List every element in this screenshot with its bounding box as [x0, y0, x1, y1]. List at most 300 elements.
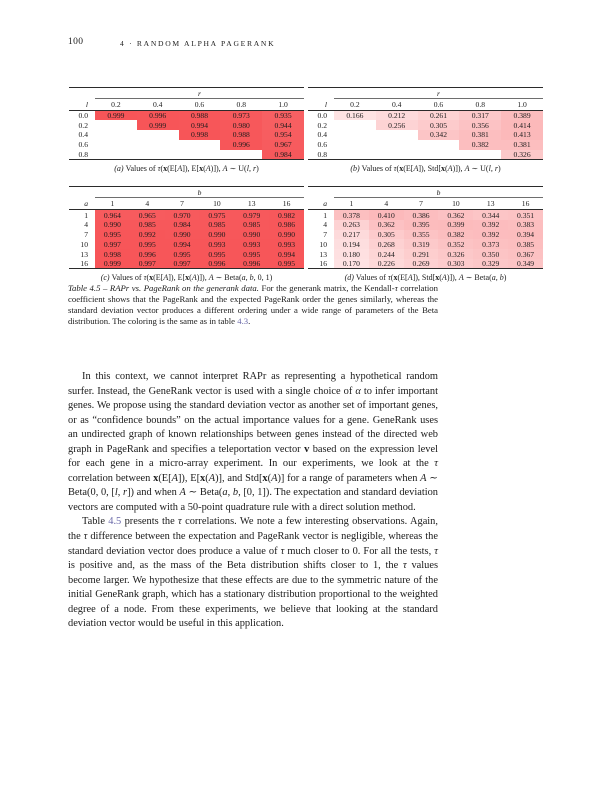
value-cell: 0.351	[508, 210, 543, 220]
value-cell: 0.362	[438, 210, 473, 220]
table-d	[308, 186, 543, 269]
value-cell: 0.935	[262, 111, 304, 121]
table-row	[69, 130, 304, 140]
value-cell: 0.256	[376, 120, 418, 130]
text-run: In this context, we cannot interpret RAPr as representing a hypothetical random surfer. Instead, the GeneRank vector is used with a single choice of	[68, 371, 438, 397]
table-b	[308, 87, 543, 160]
text-run: correlations. We note a few interesting observations. Again, the	[68, 516, 438, 543]
value-cell: 0.985	[130, 220, 165, 230]
column-header: 13	[473, 198, 508, 210]
paragraph-2	[68, 515, 438, 631]
table-row	[308, 111, 543, 121]
text-run: ,	[245, 273, 250, 283]
row-header: 4	[308, 220, 334, 230]
row-header: 0.4	[69, 130, 95, 140]
value-cell: 0.984	[262, 150, 304, 160]
value-cell: 0.362	[369, 220, 404, 230]
text-run: )]),	[452, 163, 465, 173]
value-cell	[334, 120, 376, 130]
text-run: , [0, 1]). The expectation and standard deviation vectors are computed with a 50-point quadrature rule with a direct solution method.	[68, 487, 438, 513]
text-run: (E[	[153, 273, 164, 283]
text-run: ∼ Beta(0, 0, [	[68, 472, 438, 499]
value-cell: 0.349	[508, 259, 543, 269]
italic-text: A	[208, 472, 216, 484]
value-cell: 0.399	[438, 220, 473, 230]
value-cell	[334, 130, 376, 140]
value-cell	[95, 130, 137, 140]
column-header: 4	[130, 198, 165, 210]
value-cell: 0.980	[220, 120, 262, 130]
value-cell: 0.352	[438, 239, 473, 249]
subfigure-a	[69, 87, 304, 173]
text-run: ∼ U(	[227, 163, 247, 173]
table-row	[69, 239, 304, 249]
value-cell: 0.973	[220, 111, 262, 121]
italic-text: τ	[402, 560, 407, 572]
text-run: )	[497, 163, 501, 173]
text-run: .	[248, 315, 251, 326]
column-group-header: r	[95, 88, 304, 99]
subfigure-b	[308, 87, 543, 173]
text-run: ,	[495, 273, 500, 283]
text-run: to infer important genes. We propose using the standard deviation vector as another set of important genes, or as “confidence bounds” on the actual importance values for a gene. GeneRank uses an undirected graph of known relationships between genes instead of the directed web graph in PageRank and specifies a teleportation vector	[68, 385, 438, 455]
column-header: 7	[165, 198, 200, 210]
paragraph-1	[68, 370, 438, 515]
value-cell: 0.350	[473, 249, 508, 259]
value-cell	[179, 150, 221, 160]
column-header: 10	[199, 198, 234, 210]
value-cell: 0.996	[137, 111, 179, 121]
bold-math-symbol: x	[149, 273, 154, 283]
value-cell: 0.305	[369, 230, 404, 240]
text-run: is positive and, as the mass of the Beta distribution shifts closer to 1, the	[68, 560, 403, 572]
column-header: 7	[404, 198, 439, 210]
value-cell: 0.995	[269, 259, 304, 269]
value-cell: 0.342	[418, 130, 460, 140]
value-cell: 0.994	[269, 249, 304, 259]
value-cell: 0.394	[508, 230, 543, 240]
value-cell: 0.305	[418, 120, 460, 130]
cross-reference-link[interactable]: 4.3	[237, 315, 249, 326]
column-header: 1.0	[501, 99, 543, 111]
text-run: (	[445, 163, 448, 173]
text-run: ,	[490, 163, 495, 173]
column-header: 13	[234, 198, 269, 210]
row-header-label: a	[308, 198, 334, 210]
value-cell: 0.986	[269, 220, 304, 230]
value-cell: 0.373	[473, 239, 508, 249]
value-cell: 0.995	[95, 230, 130, 240]
value-cell: 0.997	[165, 259, 200, 269]
column-header: 0.6	[179, 99, 221, 111]
value-cell: 0.317	[459, 111, 501, 121]
value-cell: 0.965	[130, 210, 165, 220]
cross-reference-link[interactable]: 4.5	[108, 516, 122, 528]
value-cell: 0.244	[369, 249, 404, 259]
table-4-5-figure	[69, 87, 543, 283]
table-row	[308, 220, 543, 230]
column-header: 0.4	[137, 99, 179, 111]
text-run: difference between the expectation and PageRank vector is negligible, whereas the standard deviation vector does produce a value of	[68, 531, 438, 557]
value-cell: 0.382	[459, 140, 501, 150]
value-cell	[418, 150, 460, 160]
corner-cell	[69, 187, 95, 198]
italic-text: b	[232, 487, 239, 499]
value-cell: 0.303	[438, 259, 473, 269]
bold-math-symbol: x	[153, 472, 159, 484]
text-run: (	[189, 273, 192, 283]
value-cell: 0.995	[130, 239, 165, 249]
value-cell: 0.993	[199, 239, 234, 249]
italic-text: a	[241, 273, 246, 283]
value-cell: 0.413	[501, 130, 543, 140]
value-cell: 0.378	[334, 210, 369, 220]
value-cell: 0.180	[334, 249, 369, 259]
table-row	[308, 210, 543, 220]
text-run: based on the expression level for each gene in a micro-array experiment. In our experiments, we look at the	[68, 443, 438, 470]
value-cell: 0.985	[234, 220, 269, 230]
text-run: (	[203, 163, 206, 173]
row-header: 0.6	[69, 140, 95, 150]
text-run: (	[267, 472, 272, 484]
italic-text: a	[491, 273, 496, 283]
value-cell: 0.356	[459, 120, 501, 130]
row-header: 0.4	[308, 130, 334, 140]
subfigure-d-caption	[308, 273, 543, 283]
row-header-label: l	[69, 99, 95, 111]
italic-text: A	[163, 273, 169, 283]
text-run: (E[	[167, 163, 178, 173]
text-run: (	[390, 273, 394, 283]
italic-text: l	[488, 163, 491, 173]
value-cell: 0.344	[473, 210, 508, 220]
value-cell	[95, 120, 137, 130]
table-row	[69, 150, 304, 160]
italic-text: A	[464, 163, 470, 173]
value-cell: 0.997	[95, 239, 130, 249]
italic-text: r	[494, 163, 498, 173]
value-cell: 0.998	[95, 249, 130, 259]
italic-text: A	[222, 163, 228, 173]
text-run: ∼ U(	[469, 163, 489, 173]
row-header: 0.6	[308, 140, 334, 150]
value-cell	[95, 150, 137, 160]
value-cell: 0.998	[179, 130, 221, 140]
value-cell: 0.999	[137, 120, 179, 130]
column-header: 0.4	[376, 99, 418, 111]
italic-text: α	[355, 385, 361, 397]
value-cell: 0.990	[95, 220, 130, 230]
value-cell	[95, 140, 137, 150]
table-row	[69, 120, 304, 130]
italic-text: a	[222, 487, 228, 499]
text-run: ∼ Beta(	[185, 487, 223, 499]
value-cell: 0.988	[179, 111, 221, 121]
italic-text: A	[407, 273, 413, 283]
value-cell: 0.217	[334, 230, 369, 240]
table-a	[69, 87, 304, 160]
value-cell: 0.954	[262, 130, 304, 140]
italic-text: (c)	[100, 273, 112, 283]
table-row	[308, 130, 543, 140]
text-run: ]) and when	[127, 487, 180, 499]
column-header: 4	[369, 198, 404, 210]
value-cell: 0.414	[501, 120, 543, 130]
text-run: )]),	[210, 163, 223, 173]
table-row	[308, 150, 543, 160]
value-cell: 0.985	[199, 220, 234, 230]
italic-text: r	[252, 163, 257, 173]
table-caption	[68, 283, 438, 327]
italic-text: A	[171, 472, 178, 484]
italic-text: A	[208, 273, 214, 283]
table-c	[69, 186, 304, 269]
value-cell: 0.999	[95, 259, 130, 269]
row-header: 7	[308, 230, 334, 240]
corner-cell	[69, 88, 95, 99]
value-cell	[179, 140, 221, 150]
text-run: )	[256, 163, 259, 173]
value-cell: 0.392	[473, 220, 508, 230]
text-run: (E[	[403, 163, 414, 173]
table-row	[69, 259, 304, 269]
value-cell: 0.261	[418, 111, 460, 121]
text-run: )]),	[446, 273, 459, 283]
value-cell: 0.329	[473, 259, 508, 269]
value-cell: 0.194	[334, 239, 369, 249]
value-cell	[334, 150, 376, 160]
italic-text: (a)	[114, 163, 126, 173]
value-cell: 0.990	[269, 230, 304, 240]
value-cell: 0.996	[199, 259, 234, 269]
italic-text: τ	[143, 273, 147, 283]
italic-text: τ	[178, 516, 182, 528]
text-run: ,	[117, 487, 124, 499]
value-cell	[459, 150, 501, 160]
row-header: 16	[69, 259, 95, 269]
italic-text: A	[271, 472, 278, 484]
value-cell: 0.326	[438, 249, 473, 259]
row-header: 4	[69, 220, 95, 230]
bold-math-symbol: x	[441, 163, 445, 173]
text-run: )	[503, 273, 507, 283]
running-head: 4 · RANDOM ALPHA PAGERANK	[120, 38, 276, 48]
table-row	[308, 230, 543, 240]
bold-math-symbol: x	[199, 163, 204, 173]
value-cell: 0.326	[501, 150, 543, 160]
value-cell: 0.381	[501, 140, 543, 150]
value-cell: 0.982	[269, 210, 304, 220]
value-cell: 0.367	[508, 249, 543, 259]
table-row	[69, 210, 304, 220]
table-row	[308, 239, 543, 249]
table-row	[69, 249, 304, 259]
row-header: 0.8	[308, 150, 334, 160]
value-cell	[137, 130, 179, 140]
italic-text: A	[447, 163, 453, 173]
row-header: 1	[308, 210, 334, 220]
row-header: 1	[69, 210, 95, 220]
table-row	[308, 120, 543, 130]
column-header: 0.6	[418, 99, 460, 111]
subfigure-c	[69, 186, 304, 282]
value-cell: 0.988	[220, 130, 262, 140]
value-cell: 0.995	[199, 249, 234, 259]
italic-text: l	[114, 487, 118, 499]
text-run: ]), Std[	[418, 163, 441, 173]
table-row	[308, 140, 543, 150]
italic-text: A	[413, 163, 419, 173]
text-run: much closer to 0. For all the tests,	[284, 545, 435, 557]
value-cell	[220, 150, 262, 160]
value-cell: 0.990	[199, 230, 234, 240]
row-header: 0.0	[69, 111, 95, 121]
text-run: (	[396, 163, 400, 173]
italic-text: A	[205, 163, 211, 173]
value-cell: 0.990	[165, 230, 200, 240]
bold-math-symbol: x	[393, 273, 398, 283]
italic-text: b	[249, 273, 254, 283]
column-group-header: b	[95, 187, 304, 198]
column-header: 0.2	[95, 99, 137, 111]
row-header: 13	[69, 249, 95, 259]
value-cell	[376, 150, 418, 160]
value-cell: 0.383	[508, 220, 543, 230]
value-cell: 0.269	[404, 259, 439, 269]
italic-text: (b)	[350, 163, 362, 173]
italic-text: τ	[157, 163, 161, 173]
text-run: (	[439, 273, 442, 283]
column-header: 0.8	[459, 99, 501, 111]
bold-math-symbol: x	[435, 273, 440, 283]
italic-text: l	[246, 163, 249, 173]
value-cell: 0.212	[376, 111, 418, 121]
value-cell: 0.970	[165, 210, 200, 220]
subfigure-c-caption	[69, 273, 304, 283]
italic-text: τ	[280, 545, 285, 557]
italic-text: Table 4.5 – RAPr vs. PageRank on the generank data.	[68, 283, 259, 293]
value-cell	[376, 140, 418, 150]
row-header: 0.8	[69, 150, 95, 160]
italic-text: A	[179, 487, 186, 499]
text-run: Values of	[125, 163, 158, 173]
body-text	[68, 370, 438, 632]
bold-math-symbol: v	[304, 443, 310, 455]
value-cell: 0.355	[404, 230, 439, 240]
text-run: (	[146, 273, 150, 283]
value-cell: 0.994	[179, 120, 221, 130]
text-run: ∼ Beta(	[463, 273, 492, 283]
subfigure-b-caption	[308, 164, 543, 174]
value-cell: 0.385	[508, 239, 543, 249]
column-header: 1.0	[262, 99, 304, 111]
value-cell: 0.944	[262, 120, 304, 130]
subfigure-a-caption	[69, 164, 304, 174]
text-run: )], and Std[	[215, 472, 263, 484]
value-cell: 0.964	[95, 210, 130, 220]
value-cell: 0.386	[404, 210, 439, 220]
text-run: ]), Std[	[412, 273, 436, 283]
text-run: For the generank matrix, the Kendall-	[258, 283, 395, 293]
value-cell: 0.990	[234, 230, 269, 240]
column-header: 16	[269, 198, 304, 210]
value-cell: 0.382	[438, 230, 473, 240]
value-cell: 0.984	[165, 220, 200, 230]
value-cell: 0.996	[220, 140, 262, 150]
italic-text: A	[177, 163, 183, 173]
italic-text: b	[499, 273, 504, 283]
row-header: 7	[69, 230, 95, 240]
row-header: 16	[308, 259, 334, 269]
italic-text: τ	[394, 283, 398, 293]
italic-text: τ	[83, 531, 88, 543]
column-group-header: b	[334, 187, 543, 198]
page-number: 100	[68, 37, 84, 47]
text-run: )] for a range of parameters when	[277, 472, 421, 484]
corner-cell	[308, 187, 334, 198]
value-cell: 0.389	[501, 111, 543, 121]
text-run: ]), E[	[168, 273, 186, 283]
italic-text: (d)	[344, 273, 356, 283]
value-cell: 0.170	[334, 259, 369, 269]
text-run: )]),	[196, 273, 209, 283]
italic-text: A	[420, 472, 427, 484]
text-run: correlation between	[68, 472, 154, 484]
text-run: Table	[82, 516, 109, 528]
row-header-label: l	[308, 99, 334, 111]
text-run: correlation coefficient shows that the PageRank and the expected PageRank order the genes similarly, whereas the standard deviation vector produces a different ordering under a wide range of parameters of the Beta distribution. The coloring is the same as in table	[68, 283, 438, 326]
bold-math-symbol: x	[200, 472, 206, 484]
column-header: 1	[95, 198, 130, 210]
value-cell: 0.967	[262, 140, 304, 150]
bold-math-symbol: x	[163, 163, 168, 173]
bold-math-symbol: x	[399, 163, 404, 173]
corner-cell	[308, 88, 334, 99]
table-row	[69, 230, 304, 240]
value-cell: 0.291	[404, 249, 439, 259]
table-row	[308, 249, 543, 259]
text-run: Values of	[111, 273, 144, 283]
column-header: 16	[508, 198, 543, 210]
value-cell: 0.994	[165, 239, 200, 249]
table-row	[308, 259, 543, 269]
row-header: 0.2	[69, 120, 95, 130]
italic-text: A	[441, 273, 447, 283]
value-cell	[376, 130, 418, 140]
italic-text: r	[123, 487, 128, 499]
italic-text: τ	[393, 163, 397, 173]
bold-math-symbol: x	[262, 472, 268, 484]
value-cell: 0.975	[199, 210, 234, 220]
bold-math-symbol: x	[185, 273, 190, 283]
value-cell: 0.319	[404, 239, 439, 249]
value-cell: 0.395	[404, 220, 439, 230]
value-cell	[137, 140, 179, 150]
row-header: 13	[308, 249, 334, 259]
value-cell: 0.381	[459, 130, 501, 140]
table-row	[69, 140, 304, 150]
italic-text: A	[191, 273, 197, 283]
column-header: 1	[334, 198, 369, 210]
text-run: ]), E[	[177, 472, 201, 484]
value-cell: 0.996	[130, 249, 165, 259]
row-header: 10	[308, 239, 334, 249]
text-run: Values of	[361, 163, 394, 173]
column-group-header: r	[334, 88, 543, 99]
italic-text: τ	[434, 545, 438, 557]
text-run: ,	[227, 487, 233, 499]
value-cell	[137, 150, 179, 160]
